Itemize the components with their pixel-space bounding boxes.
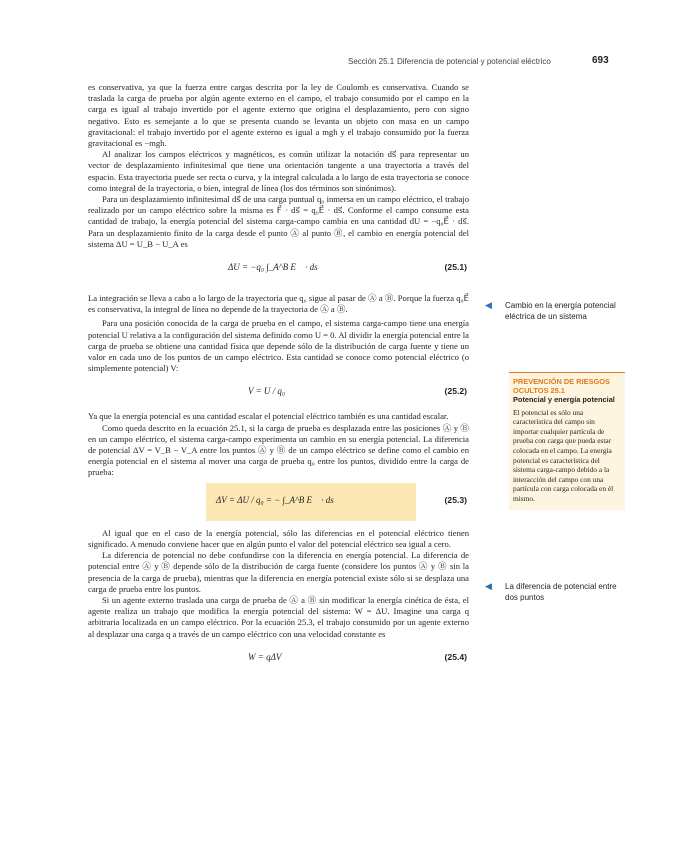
margin-note-text: Cambio en la energía potencial eléctrica de un sistema: [505, 301, 616, 321]
equation-25-1: [88, 254, 469, 288]
equation-25-2: [88, 378, 469, 406]
page-number: 693: [592, 55, 609, 66]
equation-expression: V = U / q₀: [248, 386, 286, 397]
equation-expression: W = qΔV: [248, 651, 282, 662]
paragraph: Al analizar los campos eléctricos y magnéticos, es común utilizar la notación ds⃗ para representar un vector de desplazamiento infinitesimal que tiene una orientación tangente a una trayectoria a través del espacio. Esta trayectoria puede ser recta o curva, y la integral calculada a lo largo de esta trayectoria se conoce como integral de la trayectoria, o bien, integral de línea (los dos términos son sinónimos).: [88, 149, 469, 193]
paragraph: Para una posición conocida de la carga de prueba en el campo, el sistema carga-campo tiene una energía potencial U relativa a la configuración del sistema definido como U = 0. Al dividir la energía potencial entre la carga de prueba se obtiene una cantidad física que depende sólo de la distribución de carga fuente y tiene un valor en cada uno de los puntos de un campo eléctrico. Esta cantidad se conoce como potencial eléctrico (o simplemente potencial) V:: [88, 318, 469, 374]
equation-number: (25.4): [444, 651, 467, 662]
equation-number: (25.1): [444, 262, 467, 273]
paragraph: La diferencia de potencial no debe confundirse con la diferencia en energía potencial. La diferencia de potencial entre Ⓐ y Ⓑ depende sólo de la distribución de carga fuente (considere los puntos Ⓐ y Ⓑ sin la presencia de la carga de prueba), mientras que la diferencia en energía potencial existe sólo si se desplaza una carga de prueba entre los puntos.: [88, 550, 469, 594]
equation-number: (25.2): [444, 386, 467, 397]
pitfall-box: [509, 373, 625, 510]
pitfall-label: PREVENCIÓN DE RIESGOS OCULTOS 25.1: [513, 377, 610, 395]
paragraph: es conservativa, ya que la fuerza entre cargas descrita por la ley de Coulomb es conservativa. Cuando se traslada la carga de prueba por algún agente externo en el campo, el trabajo consumido por el campo en la carga es igual al trabajo invertido por el agente externo que origina el desplazamiento, pero con signo negativo. Esto es semejante a lo que se presenta cuando se levanta un objeto con masa en un campo gravitacional: el trabajo invertido por el agente externo es igual a mgh y el trabajo consumido por la fuerza gravitacional es −mgh.: [88, 82, 469, 149]
header-section: Sección 25.1: [348, 57, 395, 66]
running-header: [0, 55, 673, 69]
paragraph: Ya que la energía potencial es una cantidad escalar el potencial eléctrico también es una cantidad escalar.: [88, 411, 449, 422]
pointer-arrow-icon: ◀: [485, 581, 492, 591]
paragraph: La integración se lleva a cabo a lo largo de la trayectoria que q₀ sigue al pasar de Ⓐ a Ⓑ. Porque la fuerza q₀E⃗ es conservativa, la integral de línea no depende de la trayectoria de Ⓐ a Ⓑ.: [88, 293, 469, 315]
pointer-arrow-icon: ◀: [485, 300, 492, 310]
equation-expression: ΔV = ΔU / q₀ = − ∫_A^B E⃗ · ds⃗: [216, 494, 341, 505]
paragraph: Para un desplazamiento infinitesimal ds⃗ de una carga puntual q₀ inmersa en un campo eléctrico, el trabajo realizado por un campo eléctrico sobre la misma es F⃗ · ds⃗ = q₀E⃗ · ds⃗. Conforme el campo consume esta cantidad de trabajo, la energía potencial del sistema carga-campo cambia en una cantidad dU = −q₀E⃗ · ds⃗. Para un desplazamiento finito de la carga desde el punto Ⓐ al punto Ⓑ, el cambio en energía potencial del sistema ΔU = U_B − U_A es: [88, 194, 469, 249]
equation-25-4: [88, 644, 469, 672]
body-text: [88, 82, 469, 677]
margin-note-text: La diferencia de potencial entre dos puntos: [505, 582, 617, 602]
margin-note-potential-difference: [485, 581, 620, 603]
paragraph: Como queda descrito en la ecuación 25.1, si la carga de prueba es desplazada entre las posiciones Ⓐ y Ⓑ en un campo eléctrico, el sistema carga-campo experimenta un cambio en su energía potencial. La diferencia de potencial ΔV = V_B − V_A entre los puntos Ⓐ y Ⓑ de un campo eléctrico se define como el cambio en energía potencial en el sistema al mover una carga de prueba q₀ entre los puntos, dividido entre la carga de prueba:: [88, 422, 469, 478]
paragraph: Si un agente externo traslada una carga de prueba de Ⓐ a Ⓑ sin modificar la energía cinética de ésta, el agente realiza un trabajo que modifica la energía potencial del sistema: W = ΔU. Imagine una carga q arbitraria localizada en un campo eléctrico. Por la ecuación 25.3, el trabajo consumido por un agente externo al desplazar una carga q a través de un campo eléctrico con una velocidad constante es: [88, 594, 469, 639]
header-title: Diferencia de potencial y potencial eléctrico: [397, 57, 551, 66]
margin-note-energy-change: [485, 300, 620, 322]
pitfall-subtitle: Potencial y energía potencial: [513, 395, 615, 404]
pitfall-text: El potencial es sólo una característica del campo sin importar cualquier partícula de prueba con carga que pueda estar colocada en el campo. La energía potencial es característica del sistema carga-campo debido a la interacción del campo con una partícula con carga colocada en él mismo.: [513, 407, 614, 503]
equation-number: (25.3): [444, 494, 467, 505]
paragraph: Al igual que en el caso de la energía potencial, sólo las diferencias en el potencial eléctrico tienen significado. A menudo conviene hacer que en algún punto el valor del potencial eléctrico sea igual a cero.: [88, 527, 469, 549]
equation-expression: ΔU = −q₀ ∫_A^B E⃗ · ds⃗: [228, 262, 325, 273]
equation-25-3: [88, 483, 469, 523]
